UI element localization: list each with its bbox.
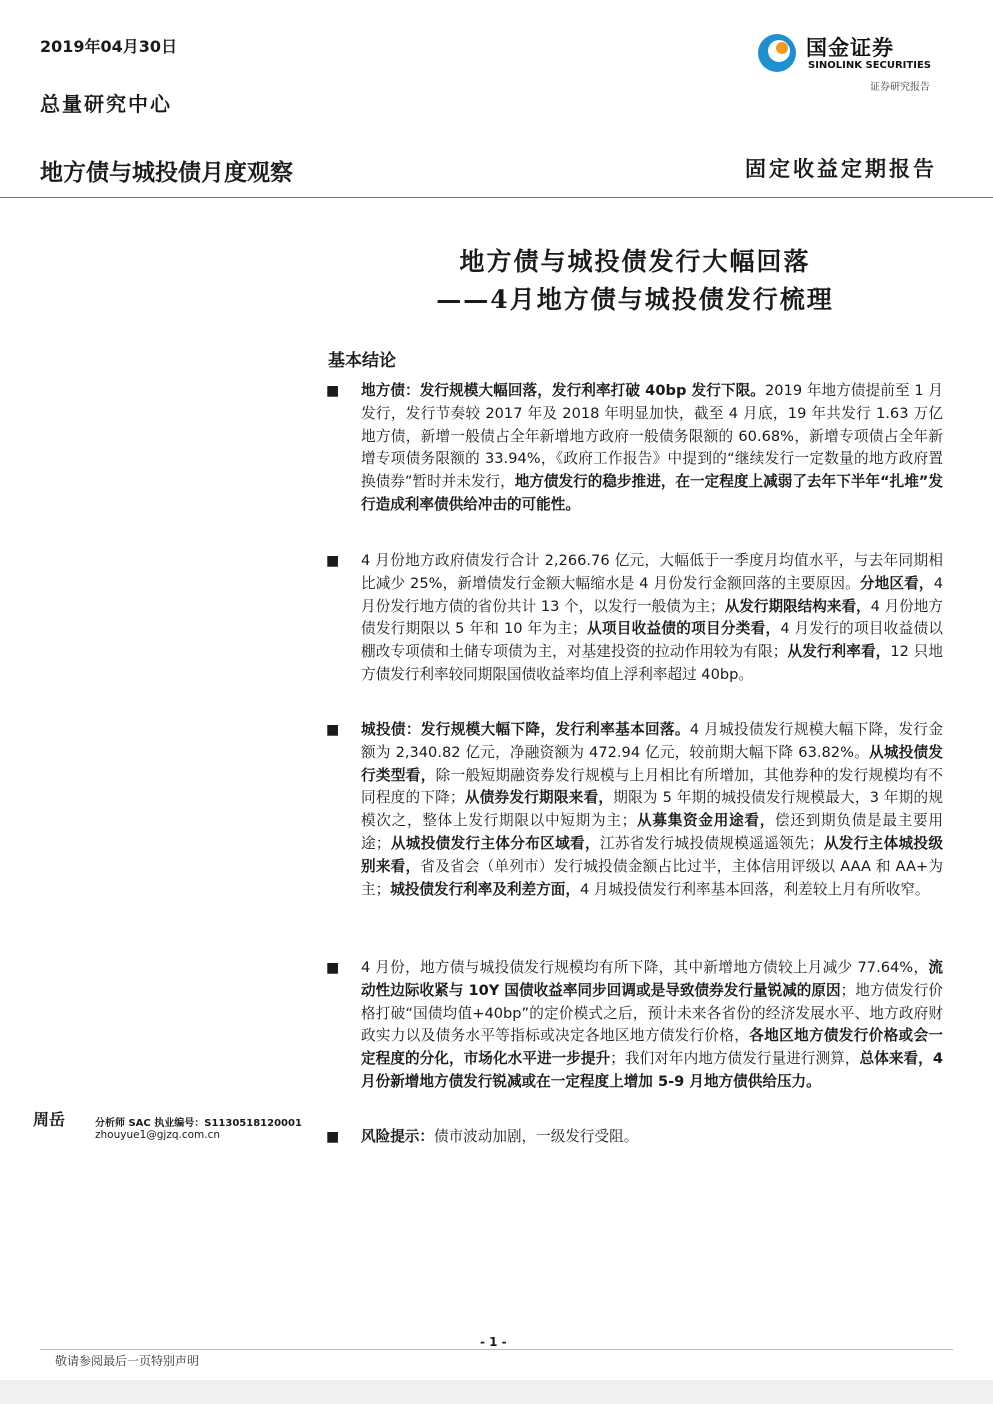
text-segment: 2019 年地方债提前至 1 月发行，发行节奏较 2017 年及 2018 年明显加快，截至 4 月底，19 年共发行 1.63 万亿地方债，新增一般债占全年新增地方政府一般债务限额的 60.68%，新增专项债占全年新增专项债务限额的 33.94%，《政府工作报告》中提到的“继续发行一定数量的地方政府置换债券”暂时并未发行， xyxy=(361,382,944,491)
bold-text-segment: 从发行主体城投级别来看， xyxy=(361,834,943,875)
text-segment: 除一般短期融资券发行规模与上月相比有所增加，其他券种的发行规模均有不同程度的下降； xyxy=(361,766,943,807)
bullet-icon: ■ xyxy=(326,960,340,976)
text-segment: 4 月份地方债发行期限以 5 年和 10 年为主； xyxy=(361,597,943,638)
header-rule xyxy=(0,197,993,198)
bullet-paragraph xyxy=(361,957,943,1094)
report-type: 固定收益定期报告 xyxy=(745,156,937,181)
text-segment: 4 月城投债发行利率基本回落，利差较上月有所收窄。 xyxy=(579,880,930,898)
footer-rule xyxy=(40,1349,953,1350)
section-heading: 基本结论 xyxy=(328,351,396,371)
bold-text-segment: 从发行利率看， xyxy=(787,643,891,661)
bullet-icon: ■ xyxy=(326,1129,340,1145)
logo-english-name: SINOLINK SECURITIES xyxy=(808,60,931,71)
author-email: zhouyue1@gjzq.com.cn xyxy=(95,1129,221,1141)
bottom-bar xyxy=(0,1380,993,1404)
bullet-paragraph xyxy=(361,380,943,517)
research-center: 总量研究中心 xyxy=(40,92,172,116)
text-segment: ；我们对年内地方债发行量进行测算， xyxy=(610,1050,860,1068)
bullet-paragraph xyxy=(361,550,943,687)
bold-text-segment: 从城投债发行主体分布区域看， xyxy=(390,834,600,852)
text-segment: 期限为 5 年期的城投债发行规模最大，3 年期的规模次之，整体上发行期限以中短期为主； xyxy=(361,789,943,830)
text-segment: ；地方债发行价格打破“国债均值+40bp”的定价模式之后，预计未来各省份的经济发展水平、地方政府财政实力以及债务水平等指标或决定各地区地方债发行价格， xyxy=(361,981,943,1045)
bold-text-segment: 分地区看， xyxy=(859,574,934,592)
text-segment: 债市波动加剧，一级发行受阻。 xyxy=(433,1128,639,1145)
text-segment: 4 月份地方政府债发行合计 2,266.76 亿元，大幅低于一季度月均值水平，与去年同期相比减少 25%，新增债发行金额大幅缩水是 4 月份发行金额回落的主要原因。 xyxy=(361,552,943,592)
bold-text-segment: 地方债：发行规模大幅回落，发行利率打破 40bp 发行下限。 xyxy=(361,382,765,399)
bullet-icon: ■ xyxy=(326,383,340,399)
text-segment: 4 月份，地方债与城投债发行规模均有所下降，其中新增地方债较上月减少 77.64%， xyxy=(361,959,929,976)
bold-text-segment: 从募集资金用途看， xyxy=(636,812,776,830)
sinolink-logo-icon xyxy=(756,32,798,74)
text-segment: 江苏省发行城投债规模遥遥领先； xyxy=(599,834,824,852)
author-sac-id: 分析师 SAC 执业编号：S1130518120001 xyxy=(95,1118,302,1129)
bold-text-segment: 从发行期限结构来看， xyxy=(724,597,871,615)
bold-text-segment: 从城投债发行类型看， xyxy=(361,743,943,784)
company-logo xyxy=(756,30,956,78)
report-series-title: 地方债与城投债月度观察 xyxy=(40,160,293,186)
bold-text-segment: 地方债发行的稳步推进，在一定程度上减弱了去年下半年“扎堆”发行造成利率债供给冲击的可能性。 xyxy=(361,473,944,513)
author-name: 周岳 xyxy=(33,1110,66,1129)
bold-text-segment: 城投债：发行规模大幅下降，发行利率基本回落。 xyxy=(361,721,690,738)
bold-text-segment: 城投债发行利率及利差方面， xyxy=(390,880,580,898)
text-segment: 4 月城投债发行规模大幅下降，发行金额为 2,340.82 亿元，净融资额为 472.94 亿元，较前期大幅下降 63.82%。 xyxy=(361,721,943,761)
text-segment: 省及省会（单列市）发行城投债金额占比过半，主体信用评级以 AAA 和 AA+为主； xyxy=(361,857,943,898)
bold-text-segment: 总体来看，4 月份新增地方债发行锐减或在一定程度上增加 5-9 月地方债供给压力。 xyxy=(361,1050,943,1090)
page-number: - 1 - xyxy=(480,1335,507,1349)
text-segment: 4 月发行的项目收益债以棚改专项债和土储专项债为主，对基建投资的拉动作用较为有限； xyxy=(361,620,943,661)
bold-text-segment: 风险提示： xyxy=(361,1128,434,1145)
bullet-icon: ■ xyxy=(326,722,340,738)
text-segment: 偿还到期负债是最主要用途； xyxy=(361,812,943,852)
main-title-line1: 地方债与城投债发行大幅回落 xyxy=(459,247,811,276)
bold-text-segment: 从债券发行期限来看， xyxy=(464,789,614,807)
report-date: 2019年04月30日 xyxy=(40,37,178,56)
text-segment: 12 只地方债发行利率较同期限国债收益率均值上浮利率超过 40bp。 xyxy=(361,643,943,683)
logo-subtitle: 证券研究报告 xyxy=(870,82,930,93)
text-segment: 4 月份发行地方债的省份共计 13 个，以发行一般债为主； xyxy=(361,574,943,615)
bold-text-segment: 各地区地方债发行价格或会一定程度的分化，市场化水平进一步提升 xyxy=(361,1027,943,1068)
bold-text-segment: 流动性边际收紧与 10Y 国债收益率同步回调或是导致债券发行量锐减的原因 xyxy=(361,959,943,999)
main-title-line2: ——4月地方债与城投债发行梳理 xyxy=(436,285,834,314)
footer-disclaimer: 敬请参阅最后一页特别声明 xyxy=(55,1354,200,1368)
bold-text-segment: 从项目收益债的项目分类看， xyxy=(586,620,781,638)
logo-chinese-name: 国金证券 xyxy=(806,36,894,60)
bullet-paragraph xyxy=(361,1126,943,1149)
bullet-icon: ■ xyxy=(326,553,340,569)
bullet-paragraph xyxy=(361,719,943,901)
